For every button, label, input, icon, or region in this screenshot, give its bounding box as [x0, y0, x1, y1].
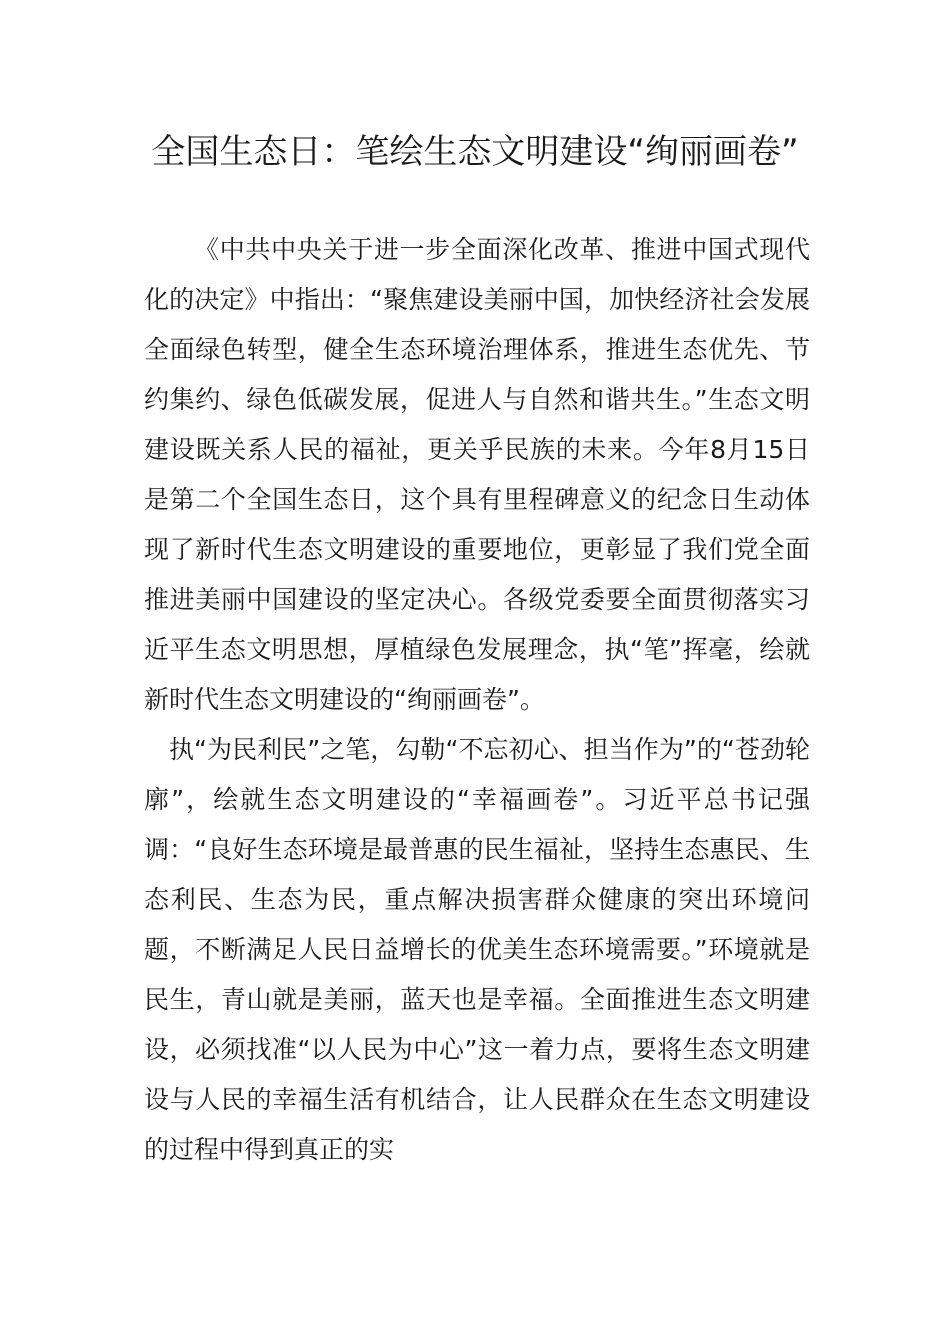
paragraph: 执“为民利民”之笔，勾勒“不忘初心、担当作为”的“苍劲轮廓”，绘就生态文明建设的“幸福画卷”。习近平总书记强调：“良好生态环境是最普惠的民生福祉，坚持生态惠民、生态利民、生态为民，重点解决损害群众健康的突出环境问题，不断满足人民日益增长的优美生态环境需要。”环境就是民生，青山就是美丽，蓝天也是幸福。全面推进生态文明建设，必须找准“以人民为中心”这一着力点，要将生态文明建设与人民的幸福生活有机结合，让人民群众在生态文明建设的过程中得到真正的实	[144, 735, 810, 1164]
paragraph: 《中共中央关于进一步全面深化改革、推进中国式现代化的决定》中指出：“聚焦建设美丽中国，加快经济社会发展全面绿色转型，健全生态环境治理体系，推进生态优先、节约集约、绿色低碳发展，促进人与自然和谐共生。”生态文明建设既关系人民的福祉，更关乎民族的未来。今年8月15日是第二个全国生态日，这个具有里程碑意义的纪念日生动体现了新时代生态文明建设的重要地位，更彰显了我们党全面推进美丽中国建设的坚定决心。各级党委要全面贯彻落实习近平生态文明思想，厚植绿色发展理念，执“笔”挥毫，绘就新时代生态文明建设的“绚丽画卷”。	[144, 235, 810, 714]
document-body	[144, 225, 810, 1175]
document-title: 全国生态日：笔绘生态文明建设“绚丽画卷”	[151, 132, 799, 172]
